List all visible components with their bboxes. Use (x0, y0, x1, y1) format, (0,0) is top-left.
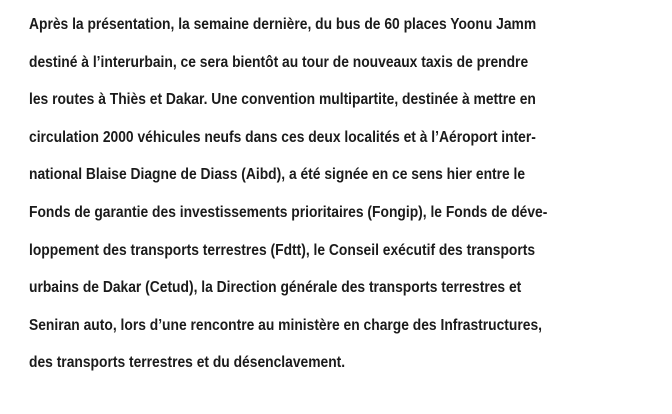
article-line: Fonds de garantie des investissements prioritaires (Fongip), le Fonds de déve- (29, 203, 548, 221)
article-line: des transports terrestres et du désenclavement. (29, 354, 346, 372)
article-line: national Blaise Diagne de Diass (Aibd), a été signée en ce sens hier entre le (29, 166, 526, 184)
article-line: urbains de Dakar (Cetud), la Direction générale des transports terrestres et (29, 279, 522, 297)
article-line: les routes à Thiès et Dakar. Une convention multipartite, destinée à mettre en (29, 91, 536, 109)
article-line: circulation 2000 véhicules neufs dans ces deux localités et à l’Aéroport inter- (29, 128, 536, 146)
article-line: Seniran auto, lors d’une rencontre au ministère en charge des Infrastructures, (29, 316, 542, 334)
article-line: Après la présentation, la semaine dernière, du bus de 60 places Yoonu Jamm (29, 16, 537, 33)
article-line: destiné à l’interurbain, ce sera bientôt au tour de nouveaux taxis de prendre (29, 53, 529, 71)
article-line: loppement des transports terrestres (Fdtt), le Conseil exécutif des transports (29, 241, 536, 259)
article-body (29, 6, 649, 382)
